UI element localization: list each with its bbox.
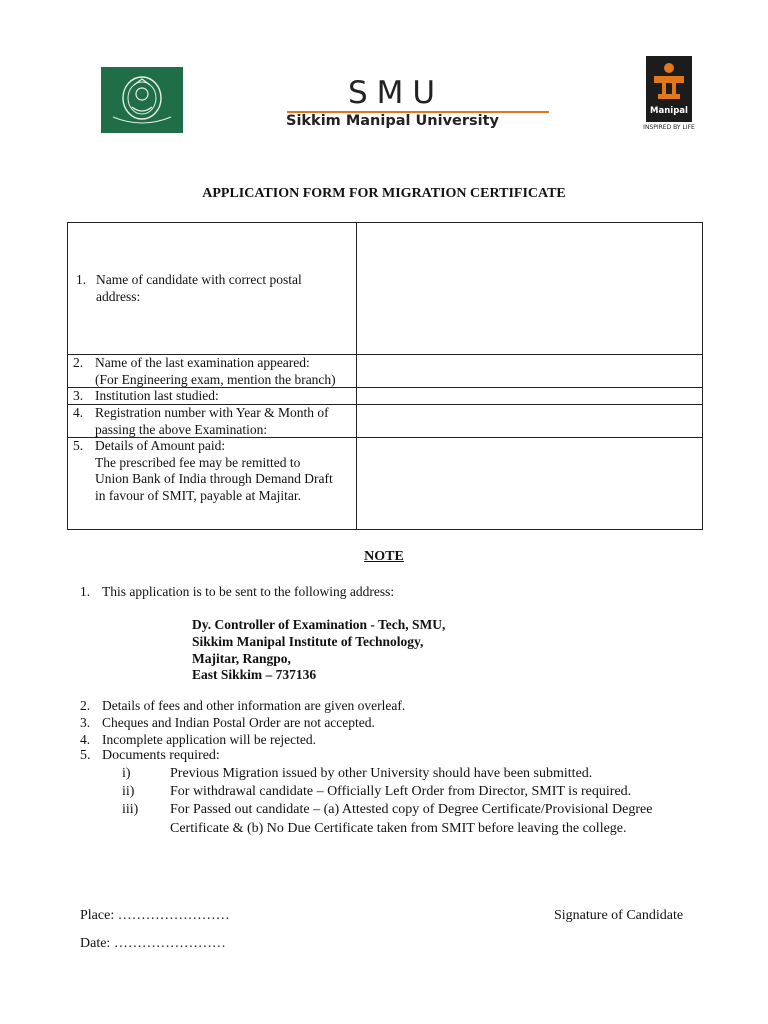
document-number: ii) (122, 784, 135, 799)
row-number: 3. (73, 388, 84, 403)
signature-label: Signature of Candidate (554, 908, 684, 923)
registration-number-field[interactable] (357, 405, 702, 437)
row-label-line: The prescribed fee may be remitted to (95, 454, 301, 470)
amount-paid-field[interactable] (357, 438, 702, 529)
manipal-tagline: INSPIRED BY LIFE (643, 124, 695, 131)
university-seal-icon (101, 67, 183, 133)
place-field[interactable]: Place: …………………… (80, 908, 230, 923)
smu-wordmark: SMU (348, 75, 445, 111)
address-line: Sikkim Manipal Institute of Technology, (192, 634, 424, 649)
row-label-line: Union Bank of India through Demand Draft (95, 471, 333, 486)
note-item (80, 698, 406, 714)
date-field[interactable]: Date: …………………… (80, 936, 226, 951)
address-line: Majitar, Rangpo, (192, 651, 291, 666)
manipal-logo-text: Manipal (650, 106, 688, 116)
row-label-line: address: (96, 288, 141, 304)
document-text: For withdrawal candidate – Officially Left Order from Director, SMIT is required. (170, 784, 632, 799)
row-number: 1. (76, 272, 87, 287)
row-label-line: Details of Amount paid: (95, 438, 226, 453)
last-examination-field[interactable] (357, 355, 702, 387)
manipal-logo-icon (646, 56, 692, 122)
note-item (80, 715, 375, 731)
university-name: Sikkim Manipal University (286, 113, 500, 129)
row-number: 4. (73, 405, 84, 420)
address-line: Dy. Controller of Examination - Tech, SMU, (192, 617, 446, 632)
row-label-line: Institution last studied: (95, 388, 219, 403)
row-label-line: passing the above Examination: (95, 421, 268, 437)
institution-field[interactable] (357, 388, 702, 404)
row-number: 2. (73, 355, 84, 370)
note-item (80, 732, 317, 748)
row-label-line: Registration number with Year & Month of (95, 405, 329, 420)
document-number: iii) (122, 802, 139, 817)
note-item-number: 4. (80, 732, 91, 747)
note-item-number: 3. (80, 715, 91, 730)
document-text: For Passed out candidate – (a) Attested copy of Degree Certificate/Provisional Degree (170, 802, 653, 817)
row-label-line: Name of the last examination appeared: (95, 355, 310, 370)
note-item-text: Documents required: (102, 748, 220, 763)
note-item-text: This application is to be sent to the following address: (102, 584, 395, 599)
note-item-text: Cheques and Indian Postal Order are not accepted. (102, 715, 375, 730)
application-table (67, 222, 703, 530)
row-label-line: Name of candidate with correct postal (96, 272, 302, 287)
note-item-number: 5. (80, 748, 91, 763)
note-item (80, 748, 220, 764)
document-number: i) (122, 766, 131, 781)
note-item-number: 1. (80, 584, 91, 599)
form-title: APPLICATION FORM FOR MIGRATION CERTIFICATE (202, 186, 566, 201)
note-heading: NOTE (364, 549, 404, 564)
document-text: Certificate & (b) No Due Certificate taken from SMIT before leaving the college. (170, 821, 627, 836)
note-item (80, 584, 395, 600)
row-label-line: (For Engineering exam, mention the branch) (95, 371, 336, 387)
note-item-text: Incomplete application will be rejected. (102, 732, 317, 747)
row-label-line: in favour of SMIT, payable at Majitar. (95, 487, 301, 503)
note-item-text: Details of fees and other information are given overleaf. (102, 698, 406, 713)
note-item-number: 2. (80, 698, 91, 713)
document-text: Previous Migration issued by other University should have been submitted. (170, 766, 593, 781)
row-number: 5. (73, 438, 84, 453)
address-line: East Sikkim – 737136 (192, 667, 317, 682)
candidate-name-field[interactable] (357, 223, 702, 354)
